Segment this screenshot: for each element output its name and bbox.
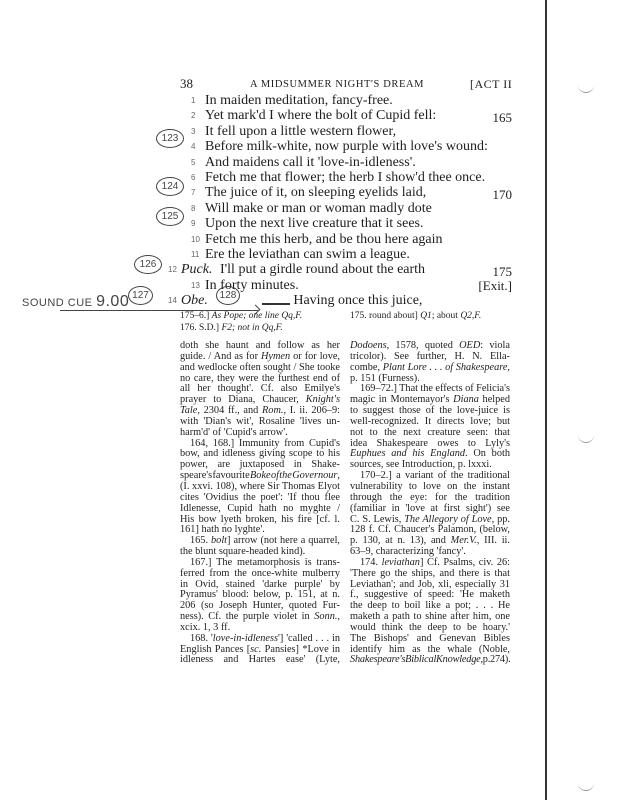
pencil-line-number: 10: [191, 234, 200, 244]
text-run: well-recognized. It directs love; but: [350, 415, 510, 427]
italic-text: Sonn.: [314, 611, 338, 623]
pencil-line-number: 2: [191, 111, 196, 121]
text-run: : viola: [480, 340, 510, 351]
text-run: tricolor). See further, H. N. Ella-: [350, 350, 510, 362]
cue-circle: 123: [156, 129, 184, 148]
verse-line: [205, 201, 432, 216]
margin-mark: [578, 432, 594, 443]
text-run: Leviathan'; and Job, xli, especially 31: [350, 578, 510, 590]
italic-text: Plant Lore . . . of Shakespeare: [382, 361, 508, 373]
pencil-line-number: 12: [168, 265, 177, 275]
verse-line: [205, 93, 393, 108]
italic-text: Q2,F.: [460, 311, 482, 321]
line-number: 170: [492, 187, 512, 203]
text-run: magic in Montemayor's: [350, 394, 454, 406]
italic-text: Tale: [180, 405, 198, 417]
text-run: (familiar in 'love at first sight') see: [350, 502, 510, 514]
text-run: ,: [337, 611, 340, 623]
text-run: English Pances [: [180, 643, 251, 655]
italic-text: F2; not in Qq,F.: [221, 323, 283, 333]
verse-line: [205, 170, 485, 185]
italic-text: Rom.: [262, 405, 284, 417]
text-run: ,: [507, 361, 510, 373]
italic-text: Mer.V.: [450, 535, 477, 547]
verse-text: Will make or man or woman madly dote: [205, 200, 432, 216]
text-run: no care, they were the furthest end of: [180, 372, 340, 384]
pencil-line-number: 8: [191, 203, 196, 213]
line-number: 175: [492, 264, 512, 280]
italic-text: As Pope; one line Qq,F.: [211, 311, 303, 321]
text-run: The Bishops' and Genevan Bibles: [350, 632, 510, 644]
italic-text: sc.: [250, 643, 262, 655]
text-run: 167.] The metamorphosis is trans-: [190, 556, 340, 568]
verse-text: Upon the next live creature that it sees.: [205, 216, 424, 232]
text-run: 175–6.]: [180, 311, 212, 321]
text-run: the blunt square-headed kind).: [180, 546, 306, 558]
text-run: ; about: [431, 311, 461, 321]
commentary-line: [180, 655, 340, 666]
text-run: 206 (so Joseph Hunter, quoted Fur-: [180, 600, 340, 612]
italic-text: Q1: [420, 311, 432, 321]
text-run: would think the deep to be hoary.': [350, 621, 510, 633]
text-run: the deep to boil like a pot; . . . He: [350, 600, 510, 612]
text-run: bow, and idleness giving scope to his: [180, 448, 340, 460]
cue-circle: 126: [134, 255, 162, 274]
text-run: 161] hath no lyghte'.: [180, 524, 265, 536]
text-run: or for love,: [290, 350, 340, 362]
text-run: 174.: [360, 556, 382, 568]
speaker-name: Puck.: [181, 262, 213, 278]
text-run: through the eye: for the tradition: [350, 491, 510, 503]
apparatus-line: [180, 322, 302, 334]
cue-circle: 124: [156, 177, 184, 196]
margin-mark: [578, 780, 594, 791]
text-run: in Ovid, stained 'darke purple' by: [180, 578, 340, 590]
text-run: (I. xxvi. 108), where Sir Thomas Elyot: [180, 480, 340, 492]
sound-cue-label: SOUND CUE: [22, 297, 93, 309]
line-number: 165: [492, 110, 512, 126]
text-run: , 1578, quoted: [386, 340, 460, 351]
text-run: p. 151 (Furness).: [350, 372, 420, 384]
text-run: 164, 168.] Immunity from Cupid's: [190, 437, 340, 449]
text-run: f., suggestive of speed: 'He maketh: [350, 589, 510, 601]
text-run: power, are juxtaposed in Shake-: [180, 459, 340, 471]
verse-text: I'll put a girdle round about the earth: [219, 262, 426, 278]
verse-line: [205, 216, 423, 231]
text-run: xcix. 1, 3 ff.: [180, 621, 231, 633]
text-run: identify him as the whale (Noble,: [350, 643, 510, 655]
pencil-line-number: 9: [191, 219, 196, 229]
pencil-line-number: 13: [191, 280, 200, 290]
verse-line: [205, 124, 396, 139]
text-run: 63–9, characterizing 'fancy'.: [350, 546, 466, 558]
italic-text: OED: [459, 340, 481, 351]
text-run: 165.: [190, 535, 212, 547]
page-edge-line: [545, 0, 547, 800]
pencil-line-number: 6: [191, 173, 196, 182]
verse-line: [205, 108, 436, 123]
text-run: 'There go the ships, and there is that: [350, 567, 510, 579]
text-run: with 'Dian's wit', Rosaline 'lives un-: [180, 415, 340, 427]
line-number: [Exit.]: [478, 277, 512, 293]
page-number: 38: [180, 76, 193, 91]
text-run: 176. S.D.]: [180, 323, 222, 333]
verse-text: Having once this juice,: [293, 293, 423, 309]
verse-line: [205, 185, 426, 200]
italic-text: Diana: [453, 394, 479, 406]
text-run: ,: [337, 470, 340, 482]
textual-apparatus-left: [180, 310, 302, 334]
verse-text: The juice of it, on sleeping eyelids laid,: [205, 185, 427, 201]
verse-text: Ere the leviathan can swim a league.: [205, 247, 410, 262]
commentary-line: [350, 655, 510, 666]
verse-text: Fetch me this herb, and be thou here again: [205, 231, 443, 247]
italic-text: Boke of the Governour: [250, 470, 338, 482]
text-run: maketh a path to shine after him, one: [350, 611, 510, 623]
verse-text: Yet mark'd I where the bolt of Cupid fell:: [205, 108, 437, 124]
pencil-line-number: 1: [191, 96, 196, 105]
text-run: ferred from the once-white mulberry: [180, 567, 340, 579]
text-run: , III. ii.: [476, 535, 510, 547]
verse-text: And maidens call it 'love-in-idleness'.: [205, 154, 416, 170]
text-run: sources, see Introduction, p. lxxxi.: [350, 459, 492, 471]
italic-text: The Allegory of Love: [404, 513, 492, 525]
verse-text: Fetch me that flower; the herb I show'd thee once.: [205, 170, 486, 185]
text-run: . On both: [465, 448, 510, 460]
commentary-column-right: [350, 341, 510, 666]
running-title: A MIDSUMMER NIGHT'S DREAM: [250, 79, 425, 90]
verse-text: Before milk-white, now purple with love's wound:: [205, 139, 488, 155]
text-run: Pansies] *Love in: [261, 643, 340, 655]
text-run: speare's favourite: [180, 470, 251, 482]
text-run: helped: [478, 394, 510, 406]
text-run: C. S. Lewis,: [350, 513, 405, 525]
text-run: idleness and Hartes ease' (Lyte,: [180, 654, 340, 666]
text-run: His bow lyeth broken, his fire [cf. l.: [180, 513, 340, 525]
text-run: ] arrow (not here a quarrel,: [227, 535, 341, 547]
apparatus-line: [350, 310, 481, 322]
italic-text: love-in-idleness: [212, 632, 278, 644]
verse-line: [205, 247, 410, 262]
text-run: 175. round about]: [350, 311, 421, 321]
text-run: ness). Cf. the purple violet in: [180, 611, 315, 623]
text-run: , 2304 ff., and: [197, 405, 262, 417]
verse-line: [205, 139, 488, 154]
textual-apparatus-right: [350, 310, 481, 322]
margin-mark: [578, 82, 594, 93]
cue-circle: 127: [128, 286, 153, 305]
italic-text: leviathan: [381, 556, 420, 568]
text-run: Idlenesse, Cupid hath no myghte /: [180, 502, 340, 514]
verse-line: [205, 155, 416, 170]
verse-text: It fell upon a little western flower,: [205, 123, 397, 139]
pencil-line-number: 4: [191, 142, 196, 152]
text-run: 168. ': [190, 632, 213, 644]
text-run: prayer to Diana, Chaucer,: [180, 394, 306, 406]
pencil-line-number: 14: [168, 296, 177, 306]
italic-text: Dodoens: [350, 340, 387, 351]
verse-text: In forty minutes.: [205, 277, 299, 293]
cue-circle: 128: [216, 286, 240, 305]
italic-text: Knight's: [305, 394, 340, 406]
text-run: p. 130, at n. 13), and: [350, 535, 451, 547]
pencil-line-number: 7: [191, 188, 196, 198]
text-run: not to the next creature seen: that: [350, 426, 510, 438]
text-run: Pyramus' blood: below, p. 151, at n.: [180, 589, 340, 601]
text-run: all her thought'. Cf. also Emilye's: [180, 383, 340, 395]
text-run: ] Cf. Psalms, civ. 26:: [419, 556, 510, 568]
pencil-line-number: 11: [191, 250, 200, 259]
text-run: cites 'Ovidius the poet': 'If thou flee: [180, 491, 340, 503]
text-run: , p. 274).: [480, 654, 511, 666]
text-run: combe,: [350, 361, 383, 373]
text-run: idea Shakespeare owes to Lyly's: [350, 437, 510, 449]
pencil-line-number: 3: [191, 126, 196, 136]
apparatus-line: [180, 310, 302, 322]
text-run: to suggest those of the love-juice is: [350, 405, 510, 417]
text-run: 169–72.] That the effects of Felicia's: [360, 383, 510, 395]
act-label: [ACT II: [470, 77, 513, 91]
text-run: '] 'called . . . in: [278, 632, 341, 644]
pencil-line-number: 5: [191, 157, 196, 167]
text-run: guide. / And as for: [180, 350, 261, 362]
text-run: doth she haunt and follow as her: [180, 340, 340, 351]
text-run: , I. ii. 206–9:: [283, 405, 341, 417]
cue-dash: [262, 303, 290, 305]
italic-text: Hymen: [260, 350, 291, 362]
text-run: vulnerability to love on the instant: [350, 480, 510, 492]
speaker-name: Obe.: [181, 293, 208, 309]
sound-cue-note: [22, 293, 129, 311]
italic-text: Shakespeare's Biblical Knowledge: [350, 654, 481, 666]
italic-text: Euphues and his England: [350, 448, 466, 460]
verse-line: [205, 232, 443, 247]
text-run: and wedlocke often sought / She tooke: [180, 361, 340, 373]
italic-text: bolt: [211, 535, 228, 547]
verse-line: [181, 262, 425, 277]
cue-circle: 125: [156, 207, 184, 226]
text-run: 170–2.] a variant of the traditional: [360, 470, 510, 482]
text-run: harm'd' of 'Cupid's arrow'.: [180, 426, 288, 438]
commentary-column-left: [180, 341, 340, 666]
text-run: , pp.: [491, 513, 510, 525]
verse-text: In maiden meditation, fancy-free.: [205, 93, 393, 108]
sound-cue-time: 9.00: [96, 293, 130, 310]
text-run: 128 f. Cf. Chaucer's Palamon, (below,: [350, 524, 510, 536]
